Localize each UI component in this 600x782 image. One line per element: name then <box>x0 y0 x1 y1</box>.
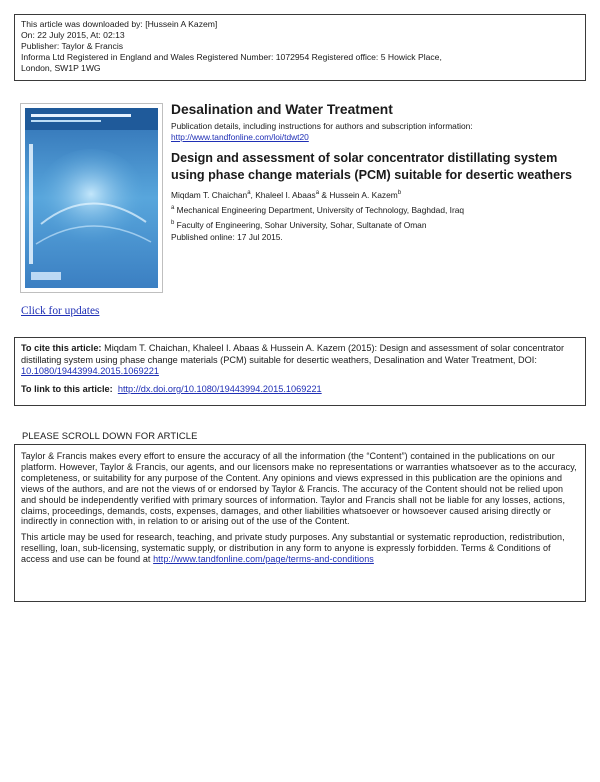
link-label: To link to this article: <box>21 383 113 394</box>
download-line: This article was downloaded by: [Hussein A Kazem] <box>21 19 218 29</box>
journal-cover-image <box>20 103 163 293</box>
cite-label: To cite this article: <box>21 343 102 353</box>
affiliation-a: $^a$ Mechanical Engineering Department, University of Technology, Baghdad, Iraq <box>171 204 465 215</box>
click-for-updates-link[interactable]: Click for updates <box>21 305 100 317</box>
journal-title: Desalination and Water Treatment <box>171 102 393 117</box>
terms-box <box>14 444 586 602</box>
terms-link[interactable]: http://www.tandfonline.com/page/terms-and-conditions <box>153 554 374 565</box>
affiliation-b: $^b$ Faculty of Engineering, Sohar University, Sohar, Sultanate of Oman <box>171 219 427 230</box>
download-line: Informa Ltd Registered in England and Wales Registered Number: 1072954 Registered office: 5 Howick Place, <box>21 52 442 62</box>
author-sup: a <box>315 190 320 196</box>
author-sup: a <box>247 190 251 196</box>
article-title: Design and assessment of solar concentrator distillating system using phase change materials (PCM) suitable for desertic weathers <box>171 151 573 182</box>
journal-link[interactable]: http://www.tandfonline.com/loi/tdwt20 <box>171 132 309 142</box>
article-doi-url[interactable]: http://dx.doi.org/10.1080/19443994.2015.1069221 <box>117 383 322 394</box>
author-name: Khaleel I. Abaas <box>255 189 316 200</box>
author-list: Miqdam T. Chaichan$^a$, Khaleel I. Abaas$^a$ & Hussein A. Kazem$^b$ <box>171 189 402 200</box>
citation-box <box>14 337 586 406</box>
doi-link[interactable]: 10.1080/19443994.2015.1069221 <box>21 366 159 377</box>
download-line: On: 22 July 2015, At: 02:13 <box>21 30 125 40</box>
link-paragraph <box>21 384 579 396</box>
publication-details: Publication details, including instructions for authors and subscription information: <box>171 121 473 131</box>
download-line: London, SW1P 1WG <box>21 63 101 73</box>
author-name: Hussein A. Kazem <box>329 189 398 200</box>
cite-text: Miqdam T. Chaichan, Khaleel I. Abaas & Hussein A. Kazem (2015): Design and assessment of solar concentrator distillating system using phase change materials (PCM) suitable for desertic weathers, Desalination and Water Treatment, DOI: <box>21 343 565 365</box>
terms-paragraph-2: This article may be used for research, teaching, and private study purposes. Any substantial or systematic reproduction, redistribution, reselling, loan, sub-licensing, systematic supply, or distribution in any form to anyone is expressly forbidden. Terms & Conditions of access and use can be found at http://www.tandfonline.com/page/terms-and-conditions <box>21 532 565 565</box>
article-header <box>171 101 591 243</box>
terms-paragraph-1: Taylor & Francis makes every effort to ensure the accuracy of all the information (the “Content”) contained in the publications on our platform. However, Taylor & Francis, our agents, and our licensors make no representations or warranties whatsoever as to the accuracy, completeness, or suitability for any purpose of the Content. Any opinions and views expressed in this publication are the opinions and views of the authors, and are not the views of or endorsed by Taylor & Francis. The accuracy of the Content should not be relied upon and should be independently verified with primary sources of information. Taylor and Francis shall not be liable for any losses, actions, claims, proceedings, demands, costs, expenses, damages, and other liabilities whatsoever or howsoever caused arising directly or indirectly in connection with, in relation to or arising out of the use of the Content. <box>21 451 577 527</box>
download-notice-box <box>14 14 586 81</box>
author-sup: b <box>397 190 402 196</box>
journal-cover-art <box>21 104 162 292</box>
download-line: Publisher: Taylor & Francis <box>21 41 124 51</box>
scroll-down-note: PLEASE SCROLL DOWN FOR ARTICLE <box>22 430 198 441</box>
cite-paragraph <box>21 343 579 378</box>
published-date: Published online: 17 Jul 2015. <box>171 232 283 243</box>
author-name: Miqdam T. Chaichan <box>171 189 248 200</box>
